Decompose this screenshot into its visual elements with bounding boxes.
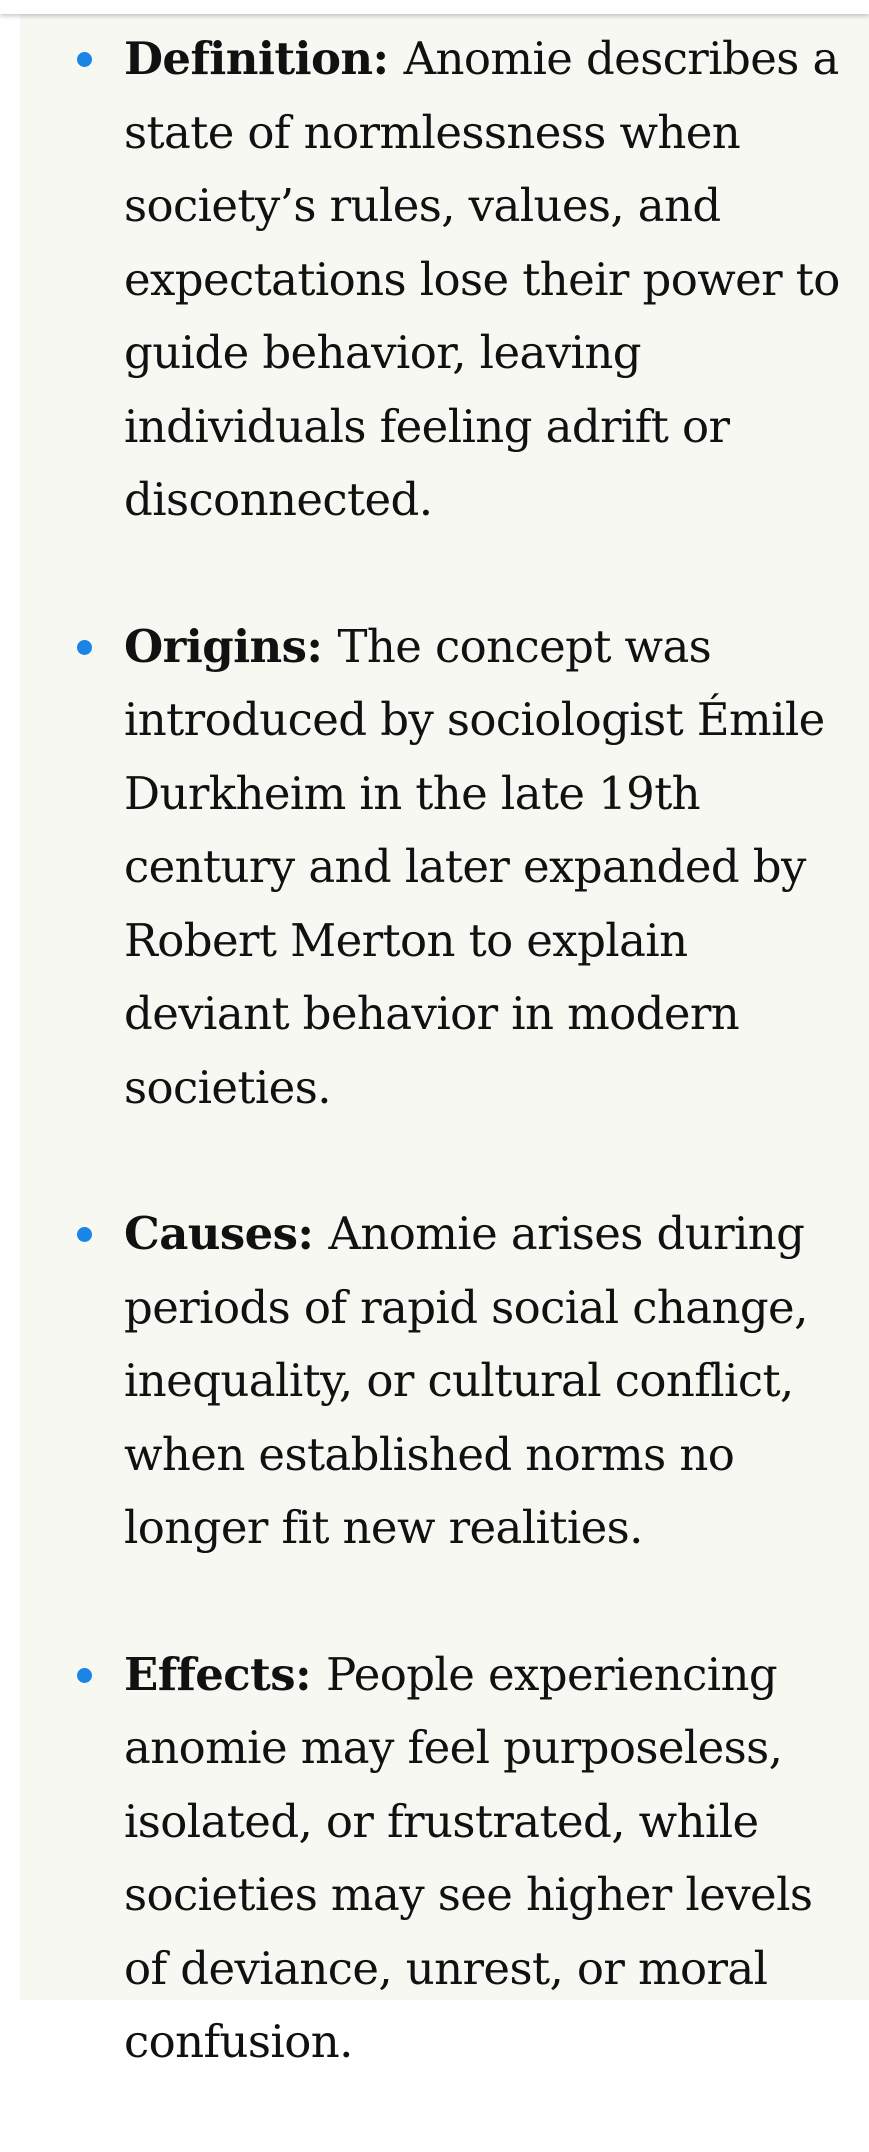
top-bar-shadow <box>0 0 869 14</box>
list-item-term: Causes: <box>124 1207 329 1260</box>
anomie-key-points-list <box>20 22 869 2152</box>
list-item-text: People experiencing anomie may feel purposeless, isolated, or frustrated, while societies may see higher levels of deviance, unrest, or moral confusion. <box>124 1647 813 2068</box>
list-item-causes <box>20 1197 869 1565</box>
list-item-term: Origins: <box>124 619 338 673</box>
list-item-text: Anomie describes a state of normlessness when society’s rules, values, and expectations lose their power to guide behavior, leaving individuals feeling adrift or disconnected. <box>124 32 840 526</box>
bullet-dot-icon <box>77 52 92 67</box>
list-item-definition <box>20 22 869 537</box>
list-item-term: Effects: <box>124 1647 327 1701</box>
list-item-origins <box>20 610 869 1125</box>
content-panel <box>20 0 869 2068</box>
list-item-text: Anomie arises during periods of rapid social change, inequality, or cultural conflict, when established norms no longer fit new realities. <box>124 1207 808 1554</box>
bullet-dot-icon <box>77 1227 92 1242</box>
bullet-dot-icon <box>77 640 92 655</box>
bullet-dot-icon <box>77 1668 92 1683</box>
list-item-effects <box>20 1638 869 2079</box>
list-item-text: The concept was introduced by sociologist Émile Durkheim in the late 19th century and later expanded by Robert Merton to explain deviant behavior in modern societies. <box>124 619 825 1114</box>
list-item-term: Definition: <box>124 32 404 85</box>
